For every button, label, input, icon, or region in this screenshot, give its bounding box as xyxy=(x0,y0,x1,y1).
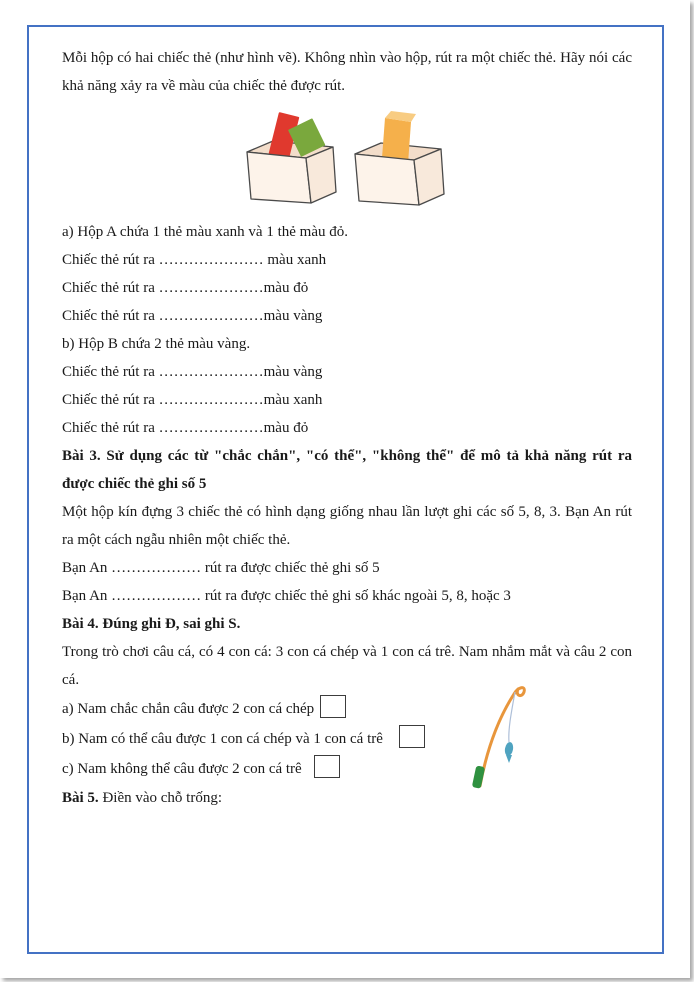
part-b-blank-line-1: Chiếc thẻ rút ra …………………màu vàng xyxy=(62,364,323,380)
part-b-blank-line-3: Chiếc thẻ rút ra …………………màu đỏ xyxy=(62,420,309,436)
bai5-label: Bài 5. xyxy=(62,790,99,806)
boxes-figure xyxy=(239,110,455,210)
fishing-rod xyxy=(480,688,524,786)
bai3-title: Bài 3. Sử dụng các từ "chắc chắn", "có thể", "không thể" để mô tả khả năng rút ra được chiếc thẻ ghi số 5 xyxy=(62,448,632,492)
bai4-title: Bài 4. Đúng ghi Đ, sai ghi S. xyxy=(62,616,241,632)
right-box xyxy=(355,111,444,205)
bai4-items xyxy=(62,694,632,784)
bai4-item-b xyxy=(62,724,632,754)
answer-box-c[interactable] xyxy=(314,755,340,778)
answer-box-b[interactable] xyxy=(399,725,425,748)
left-box-front xyxy=(247,152,311,203)
part-a-blank-line-3: Chiếc thẻ rút ra …………………màu vàng xyxy=(62,308,323,324)
bai3-blank-line-1: Bạn An ……………… rút ra được chiếc thẻ ghi số 5 xyxy=(62,560,380,576)
bai4-item-c xyxy=(62,754,632,784)
bai5-text: Điền vào chỗ trống: xyxy=(102,790,222,806)
part-b-heading: b) Hộp B chứa 2 thẻ màu vàng. xyxy=(62,336,251,352)
fish-icon xyxy=(504,741,514,763)
bai4-item-a-label: a) Nam chắc chắn câu được 2 con cá chép xyxy=(62,701,315,717)
part-b-blank-line-2: Chiếc thẻ rút ra …………………màu xanh xyxy=(62,392,323,408)
part-a-heading: a) Hộp A chứa 1 thẻ màu xanh và 1 thẻ màu đỏ. xyxy=(62,224,348,240)
fishing-rod-illustration xyxy=(468,678,532,790)
two-boxes-cards-illustration xyxy=(239,110,455,210)
left-box xyxy=(247,112,336,203)
bai3-blank-line-2: Bạn An ……………… rút ra được chiếc thẻ ghi số khác ngoài 5, 8, hoặc 3 xyxy=(62,588,511,604)
bai4-body: Trong trò chơi câu cá, có 4 con cá: 3 con cá chép và 1 con cá trê. Nam nhắm mắt và câu 2 con cá. xyxy=(62,644,632,688)
answer-box-a[interactable] xyxy=(320,695,346,718)
bai3-body: Một hộp kín đựng 3 chiếc thẻ có hình dạng giống nhau lần lượt ghi các số 5, 8, 3. Bạn An rút ra một cách ngẫu nhiên một chiếc thẻ. xyxy=(62,504,632,548)
intro-paragraph: Mỗi hộp có hai chiếc thẻ (như hình vẽ). Không nhìn vào hộp, rút ra một chiếc thẻ. Hãy nói các khả năng xảy ra về màu của chiếc thẻ được rút. xyxy=(62,50,632,94)
part-a-blank-line-2: Chiếc thẻ rút ra …………………màu đỏ xyxy=(62,280,309,296)
bai4-item-b-label: b) Nam có thể câu được 1 con cá chép và 1 con cá trê xyxy=(62,731,383,747)
bai4-item-c-label: c) Nam không thể câu được 2 con cá trê xyxy=(62,761,302,777)
bai5-heading xyxy=(62,784,632,812)
bai4-item-a xyxy=(62,694,632,724)
page-content xyxy=(62,44,632,812)
right-box-front xyxy=(355,154,419,205)
part-a-blank-line-1: Chiếc thẻ rút ra ………………… màu xanh xyxy=(62,252,327,268)
